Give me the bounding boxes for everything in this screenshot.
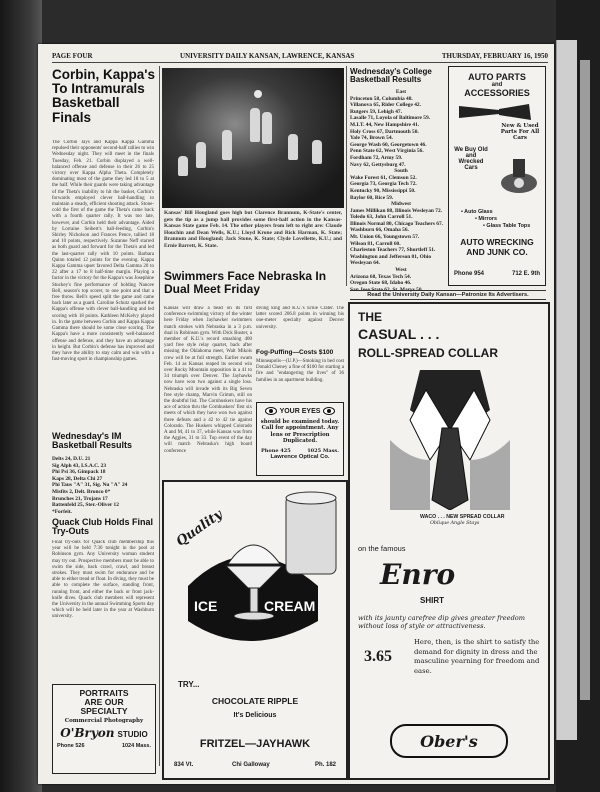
quack-headline: Quack Club Holds Final Try-Outs (52, 517, 154, 537)
college-score-line: Washburn 66, Omaha 56. (350, 227, 409, 234)
im-score-line: Battenfeld 25, Ster.-Oliver 12 (52, 502, 119, 509)
story-body-corbin: The Corbin Jays and Kappa Kappa Gamma repulsed their opponents' second-half rallies to win Wednesday night. They will meet in the finals Tuesday, Feb. 21. Corbin displayed a well-balanced offense and defense in their 26 to 25 victory over Kappa Alpha Theta. Completely dominating most of the game they led 18 to 5 at the half. While their guards were taking advantage of the Theta's inability to hit the basket, Corbin's forwards employed clever ball-handling to maintain a steady, efficient shooting attack. Stone-cold the first of the game the Theta's came back with a fourth quarter rally. It was too late, however, and Corbin held their advantage. Aided by Lorraine Seibert's ball-feeding, Corbin's Shirley Nicholson and Frances Pence, tallied 18 and 10 points, respectively. Suzanne Neff starred as both guard and forward for the Theta's and led the last-quarter rally with 10 points. Barbara Quinn totaled 12 points for the evening. Kappa Kappa Gamma upset favored Delta Gamma 20 to 22 after a 17 to 8 half-time margin. Playing a factor in the victory for the Kappa's was Josephine Stuckey's fine performance of holding Nancee Bell, season's top scorer, to one point and that a free throw. Bell's speed split the game and came back later as a guard. Caroline Schutz sparked the Kappa's offense with clever ball-handling and led scoring with 18 points. Kathleen McKelvy played in. In the game between Corbin and Kappa Kappa Gamma there should be some close scoring. The Kappa's have a more consistently well-balanced offense and defense, and they have an advantage in height. But Corbin's defense has improved and they have the ability to stay calm and win with a fast-moving sport in championship games. (52, 140, 154, 363)
college-score-line: George Wash 60, Georgetown 46. (350, 141, 427, 148)
im-score-line: Brunches 21, Trojans 17 (52, 495, 108, 502)
college-score-line: Illinois Normal 80, Chicago Teachers 67. (350, 220, 443, 227)
story-headline-corbin: Corbin, Kappa's To Intramurals Basketball Finals (52, 67, 155, 125)
patronize-tagline: Read the University Daily Kansan—Patronize Its Advertisers. (350, 290, 546, 300)
optical-ad: YOUR EYES should be examined today. Call for appointment. Any lens or Prescription Duplicated. Phone 425 1025 Mass. Lawrence Optical Co. (256, 402, 344, 476)
college-score-line: Rutgers 59, Lehigh 47. (350, 108, 402, 115)
im-score-line: Misfits 2, Delt. Bronco 0* (52, 488, 111, 495)
obers-logo: Ober's (390, 724, 508, 758)
page-number: PAGE FOUR (52, 52, 93, 60)
college-score-line: Wilson 81, Carroll 60. (350, 240, 401, 247)
scanner-bed-right (556, 0, 600, 792)
auto-parts-ad: AUTO PARTS and ACCESSORIES New & Used Parts For All Cars We Buy Old and Wrecked Cars • Auto Glass • Mirrors • Glass Table Tops AUTO WRECKING AND JUNK CO. Phone 954 712 E. 9th (448, 66, 546, 286)
college-results-headline: Wednesday's College Basketball Results (350, 67, 432, 85)
portrait-studio-ad: PORTRAITS ARE OUR SPECIALTY Commercial Photography O'Bryon STUDIO Phone 526 1024 Mass. (52, 684, 156, 774)
college-score-line: Wake Forest 61, Clemson 52. (350, 174, 417, 181)
college-score-line: Holy Cross 67, Dartmouth 50. (350, 128, 419, 135)
price: 3.65 (364, 648, 392, 665)
im-score-line: Phi Taus "A" 31, Sig. Nu "A" 24 (52, 482, 128, 489)
im-results-list (52, 456, 156, 515)
college-score-line: Oregon State 68, Idaho 46. (350, 280, 412, 287)
college-score-line: Villanova 65, Rider College 42. (350, 102, 421, 109)
college-score-line: San Jose State 62, St. Marys 50. (350, 286, 423, 293)
college-score-line: Yale 74, Brown 54. (350, 135, 393, 142)
swim-headline: Swimmers Face Nebraska In Dual Meet Friday (164, 269, 327, 296)
car-horn-icon (449, 98, 545, 124)
paper-name: UNIVERSITY DAILY KANSAN, LAWRENCE, KANSAS (180, 52, 355, 60)
college-score-line: Arizona 68, Texas Tech 54. (350, 273, 412, 280)
college-score-line: Penn State 62, West Virginia 56. (350, 148, 424, 155)
college-score-line: James Millikan 88, Illinois Wesleyan 72. (350, 207, 443, 214)
photo-caption: Kansas' Bill Hougland goes high but Clarence Brannum, K-State's center, gets the tip as a jump ball provides some first-half action in the Kansas-Kansas State game Feb. 14. The other players from left to right are: Claude Houchin and Dean Wells, K.U.; Lloyd Krone and Rick Harman, K. State; Brannum and Hougland; Jack Stone, K. State; Clyde Lovellette, K.U.; and Ernie Barrett, K. State. (164, 210, 342, 249)
im-results-headline: Wednesday's IM Basketball Results (52, 431, 133, 451)
fog-headline: Fog-Puffing—Costs $100 (256, 349, 334, 356)
spark-plug-icon (497, 153, 541, 199)
college-score-line: Princeton 58, Columbia 48. (350, 95, 413, 102)
shirt-collar-illustration (390, 370, 510, 510)
basketball-photo (162, 68, 344, 208)
enro-shirt-ad: THE CASUAL . . . ROLL-SPREAD COLLAR WACO . . . NEW SPREAD COLLAR Oblique Angle Stays on the famous Enro SHIRT with its jaunty carefree dip gives greater freedom without loss of style or attractiveness. 3.65 Here, then, is the shirt to satisfy the demand for dignity in dress and the masculine yearning for freedom and ease. Ober's (348, 302, 550, 780)
running-header (52, 52, 548, 63)
college-score-line: Kentucky 90, Mississippi 50. (350, 187, 416, 194)
im-score-line: Kaps 28, Delta Chi 27 (52, 475, 103, 482)
issue-date: THURSDAY, FEBRUARY 16, 1950 (441, 52, 548, 60)
college-score-line: Georgia 73, Georgia Tech 72. (350, 181, 417, 188)
quack-body: Final try-outs for Quack club membership this year will be held 7:30 tonight in the pool at Robinson gym. Any University woman student may try out. Prospective members must be able to swim the side, back crawl, crawl, and breast strokes. They must swim for endurance and be able to either tread or float. In diving, they must be able to complete the surface, standing front, running front, and either the back or front jack-knife dives. Quack club members will represent the University in the annual Swimming Sports day which will be held later in the year at Washburn university. (52, 540, 154, 620)
im-score-line: Delts 24, D.U. 21 (52, 456, 91, 462)
college-score-line: M.I.T. 44, New Hampshire 41. (350, 121, 420, 128)
college-score-line: Mt. Union 66, Youngstown 57. (350, 234, 420, 241)
fog-body: Minneapolis—(U.P.)—Smoking in bed cost Donald Cheney a fine of $100 for starting a fire and "endangering the lives" of 36 families in an apartment building. (256, 359, 344, 383)
enro-logo: Enro (380, 558, 456, 591)
im-score-line: Phi Psi 36, Gimpack 18 (52, 469, 106, 476)
im-score-line: Sig Alph 43, I.S.A.C. 23 (52, 462, 107, 469)
ice-cream-sundae-icon (168, 486, 342, 676)
college-score-line: Toledo 63, John Carroll 51. (350, 214, 413, 221)
college-score-line: Navy 62, Gettysburg 47. (350, 161, 406, 168)
scanner-bed-left (0, 0, 42, 792)
swim-body-col1: Kansas will draw a bead on its first conference swimming victory of the winter here Friday when Jayhawker swimmers match strokes with Nebraska in a 3 p.m. dual in Robinson gym. With Dick Buster, a member of K.U.'s record smashing 400 yard free style relay quartet, back after missing the Oklahoma meet, Walt Mikols crew will be at full strength. Earlier swam Feb. 14 as Kansas reaped its second win over Rocky Mountain opposition in a 41 to 34 triumph over Denver. The Jayhawks now have won two against a single loss. Nebraska will invade with its Big Seven free style champ, Marvin Grimm, still on the doubtful list. The Cornhuskers have his ace of action thru the Cornhuskers' first six meets of which they have won two against three defeats and a 42 to 42 tie against Colorado. The Huskers whipped Colorado A and M, 41 to 37, while Kansas was from the Aggies, 31 to 33. Top event of the day will match Nebraska's high board conference (164, 306, 252, 454)
college-score-line: Baylor 60, Rice 59. (350, 194, 394, 201)
college-score-line: Lasalle 71, Loyola of Baltimore 59. (350, 115, 431, 122)
eye-icon (323, 407, 335, 415)
ice-cream-ad: Quality ICE CREAM TRY... CHOCOLATE RIPPLE It's Delicious FRITZEL—JAYHAWK 834 Vt. Chi Galloway Ph. 182 (162, 480, 348, 780)
swim-body-col2: diving king and K.U.'s Ernie Crater. The latter scored 206.8 points in winning his one-meter specialty against Denver university. (256, 306, 344, 330)
im-score-line: *Forfeit. (52, 508, 72, 515)
college-score-line: Charleston Teachers 77, Shurtleff 51. (350, 247, 436, 254)
college-score-line: Washington and Jefferson 81, Ohio Wesleyan 64. (350, 253, 432, 267)
eye-icon (265, 407, 277, 415)
college-score-line: Fordham 72, Army 59. (350, 154, 403, 161)
newspaper-page (38, 44, 554, 784)
quality-script: Quality (173, 507, 226, 550)
college-results-list: East Princeton 58, Columbia 48. Villanova 65, Rider College 42. Rutgers 59, Lehigh 47. Lasalle 71, Loyola of Baltimore 59. M.I.T. 44, New Hampshire 41. Holy Cross 67, Dartmouth 50. Yale 74, Brown 54. George Wash 60, Georgetown 46. Penn State 62, West Virginia 56. Fordham 72, Army 59. Navy 62, Gettysburg 47. South Wake Forest 61, Clemson 52. Georgia 73, Georgia Tech 72. Kentucky 90, Mississippi 50. Baylor 60, Rice 59. Midwest James Millikan 88, Illinois Wesleyan 72. Toledo 63, John Carroll 51. Illinois Normal 80, Chicago Teachers 67. Washburn 66, Omaha 56. Mt. Union 66, Youngstown 57. Wilson 81, Carroll 60. Charleston Teachers 77, Shurtleff 51. Washington and Jefferson 81, Ohio Wesleyan 64. West Arizona 68, Texas Tech 54. Oregon State 68, Idaho 46. San Jose State 62, St. Marys 50. (350, 89, 452, 293)
